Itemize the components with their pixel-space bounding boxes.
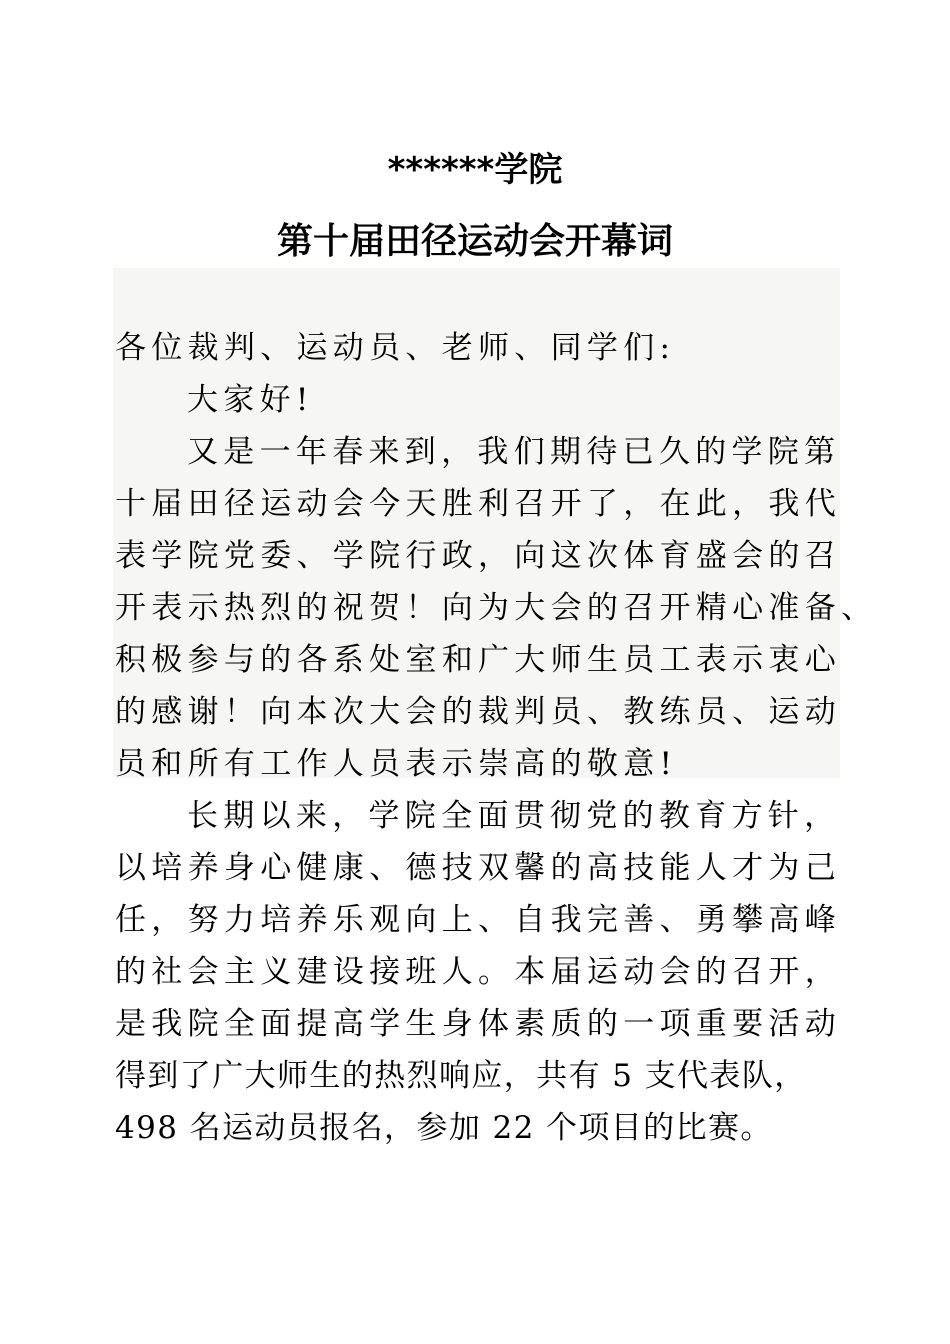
- paragraph-line: 的感谢！向本次大会的裁判员、教练员、运动: [115, 694, 841, 730]
- paragraph-line: 是我院全面提高学生身体素质的一项重要活动: [115, 1006, 841, 1042]
- greeting-line: 大家好!: [187, 382, 314, 418]
- paragraph-line: 的社会主义建设接班人。本届运动会的召开，: [115, 954, 841, 990]
- paragraph-line: 以培养身心健康、德技双馨的高技能人才为己: [115, 850, 841, 886]
- salutation-line: 各位裁判、运动员、老师、同学们:: [115, 330, 676, 366]
- document-title-line-1: ******学院: [387, 150, 563, 190]
- paragraph-line: 498 名运动员报名，参加 22 个项目的比赛。: [115, 1110, 773, 1146]
- paragraph-line: 又是一年春来到，我们期待已久的学院第: [187, 434, 841, 470]
- paragraph-line: 表学院党委、学院行政，向这次体育盛会的召: [115, 538, 841, 574]
- speech-body: [115, 322, 878, 1154]
- paragraph-line: 长期以来，学院全面贯彻党的教育方针，: [187, 798, 841, 834]
- paragraph-line: 任，努力培养乐观向上、自我完善、勇攀高峰: [115, 902, 841, 938]
- document-title-line-2: 第十届田径运动会开幕词: [276, 221, 673, 262]
- paragraph-line: 十届田径运动会今天胜利召开了，在此，我代: [115, 486, 841, 522]
- paragraph-line: 员和所有工作人员表示崇高的敬意!: [115, 746, 678, 782]
- paragraph-line: 开表示热烈的祝贺！向为大会的召开精心准备、: [115, 590, 878, 626]
- paragraph-line: 得到了广大师生的热烈响应，共有 5 支代表队，: [115, 1058, 807, 1094]
- paragraph-line: 积极参与的各系处室和广大师生员工表示衷心: [115, 642, 841, 678]
